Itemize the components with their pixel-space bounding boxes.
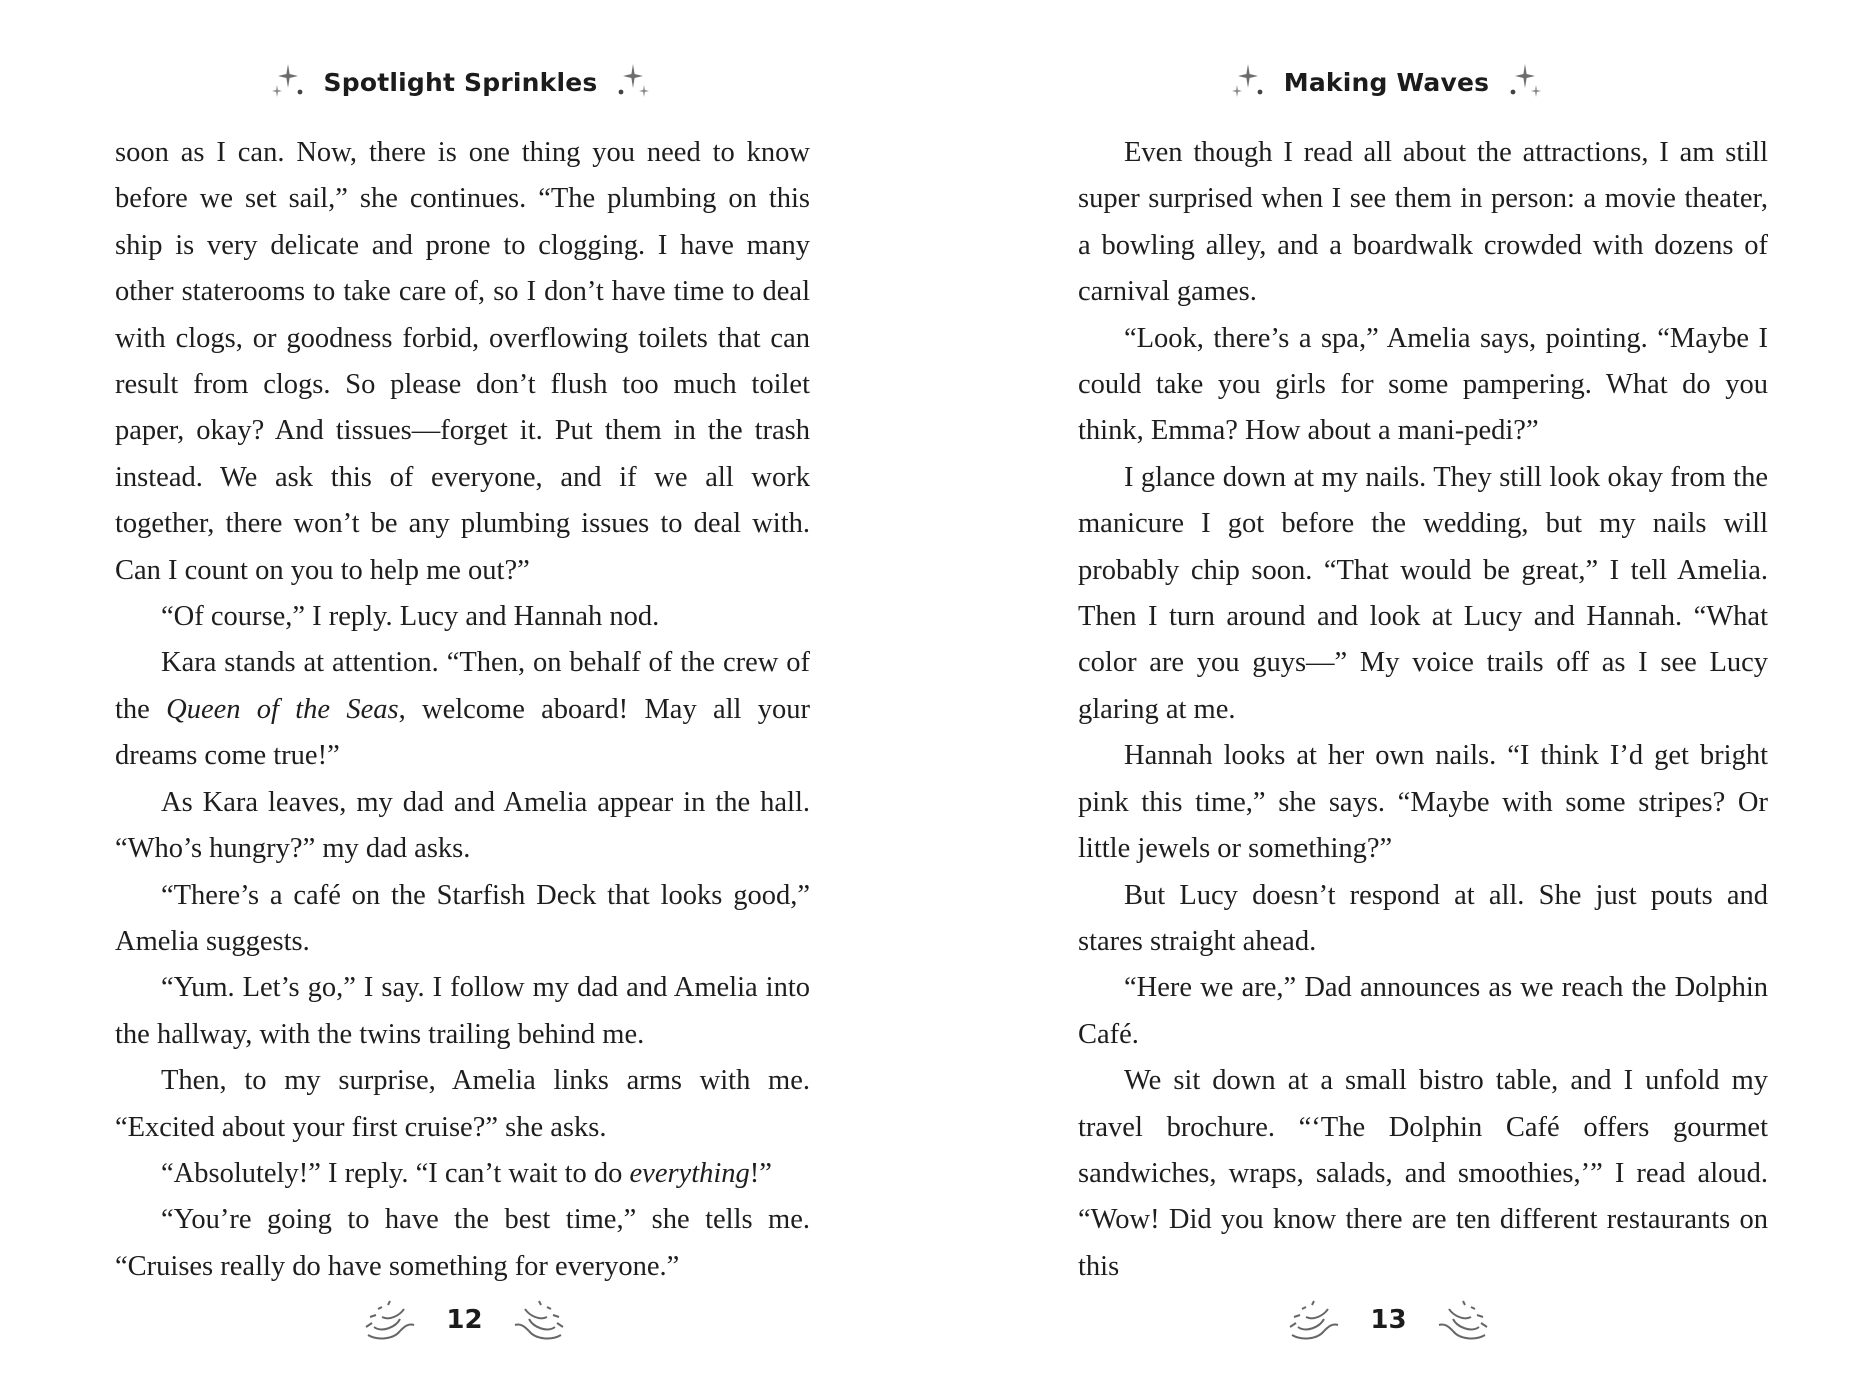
folio bbox=[922, 1290, 1855, 1350]
paragraph: Kara stands at attention. “Then, on behalf of the crew of the Queen of the Seas, welcome aboard! May all your dreams come true!” bbox=[115, 647, 810, 772]
swirl-icon bbox=[364, 1297, 424, 1343]
running-head-title: Making Waves bbox=[1283, 67, 1490, 97]
paragraph: We sit down at a small bistro table, and I unfold my travel brochure. “‘The Dolphin Café offers gourmet sandwiches, wraps, salads, and smoothies,’” I read aloud. “Wow! Did you know there are ten different restaurants on this bbox=[1078, 1065, 1768, 1282]
paragraph: As Kara leaves, my dad and Amelia appear in the hall. “Who’s hungry?” my dad asks. bbox=[115, 786, 810, 865]
paragraph: Even though I read all about the attractions, I am still super surprised when I see them in person: a movie theater, a bowling alley, and a boardwalk crowded with dozens of carnival games. bbox=[1078, 137, 1768, 308]
paragraph: “Absolutely!” I reply. “I can’t wait to do everything!” bbox=[161, 1157, 772, 1189]
sparkle-icon bbox=[268, 60, 312, 104]
page-number: 13 bbox=[1370, 1305, 1407, 1335]
paragraph: I glance down at my nails. They still look okay from the manicure I got before the wedding, but my nails will probably chip soon. “That would be great,” I tell Amelia. Then I turn around and look at Lucy and Hannah. “What color are you guys—” My voice trails off as I see Lucy glaring at me. bbox=[1078, 461, 1768, 725]
paragraph: Hannah looks at her own nails. “I think I’d get bright pink this time,” she says. “Maybe with some stripes? Or little jewels or something?” bbox=[1078, 740, 1768, 865]
paragraph: soon as I can. Now, there is one thing you need to know before we set sail,” she continues. “The plumbing on this ship is very delicate and prone to clogging. I have many other staterooms to take care of, so I don’t have time to deal with clogs, or goodness forbid, overflowing toilets that can result from clogs. So please don’t flush too much toilet paper, okay? And tissues—forget it. Put them in the trash instead. We ask this of everyone, and if we all work together, there won’t be any plumbing issues to deal with. Can I count on you to help me out?” bbox=[115, 137, 810, 586]
sparkle-icon bbox=[609, 60, 653, 104]
paragraph: “Of course,” I reply. Lucy and Hannah nod. bbox=[161, 601, 660, 633]
paragraph: “There’s a café on the Starfish Deck that looks good,” Amelia suggests. bbox=[115, 879, 810, 957]
running-head bbox=[0, 52, 927, 112]
running-head bbox=[920, 52, 1853, 112]
page-number: 12 bbox=[446, 1305, 483, 1335]
right-page bbox=[933, 0, 1866, 1400]
body-text bbox=[115, 130, 810, 1290]
sparkle-icon bbox=[1228, 60, 1272, 104]
swirl-icon bbox=[1288, 1297, 1348, 1343]
swirl-icon bbox=[505, 1297, 565, 1343]
swirl-icon bbox=[1429, 1297, 1489, 1343]
paragraph: “Look, there’s a spa,” Amelia says, pointing. “Maybe I could take you girls for some pampering. What do you think, Emma? How about a mani-pedi?” bbox=[1078, 322, 1768, 447]
paragraph: Then, to my surprise, Amelia links arms with me. “Excited about your first cruise?” she asks. bbox=[115, 1065, 810, 1143]
sparkle-icon bbox=[1501, 60, 1545, 104]
paragraph: “Yum. Let’s go,” I say. I follow my dad and Amelia into the hallway, with the twins trailing behind me. bbox=[115, 972, 810, 1050]
body-text bbox=[1078, 130, 1768, 1290]
paragraph: But Lucy doesn’t respond at all. She just pouts and stares straight ahead. bbox=[1078, 879, 1768, 957]
running-head-title: Spotlight Sprinkles bbox=[323, 67, 598, 97]
paragraph: “You’re going to have the best time,” she tells me. “Cruises really do have something for everyone.” bbox=[115, 1204, 810, 1282]
paragraph: “Here we are,” Dad announces as we reach the Dolphin Café. bbox=[1078, 972, 1768, 1050]
folio bbox=[0, 1290, 931, 1350]
